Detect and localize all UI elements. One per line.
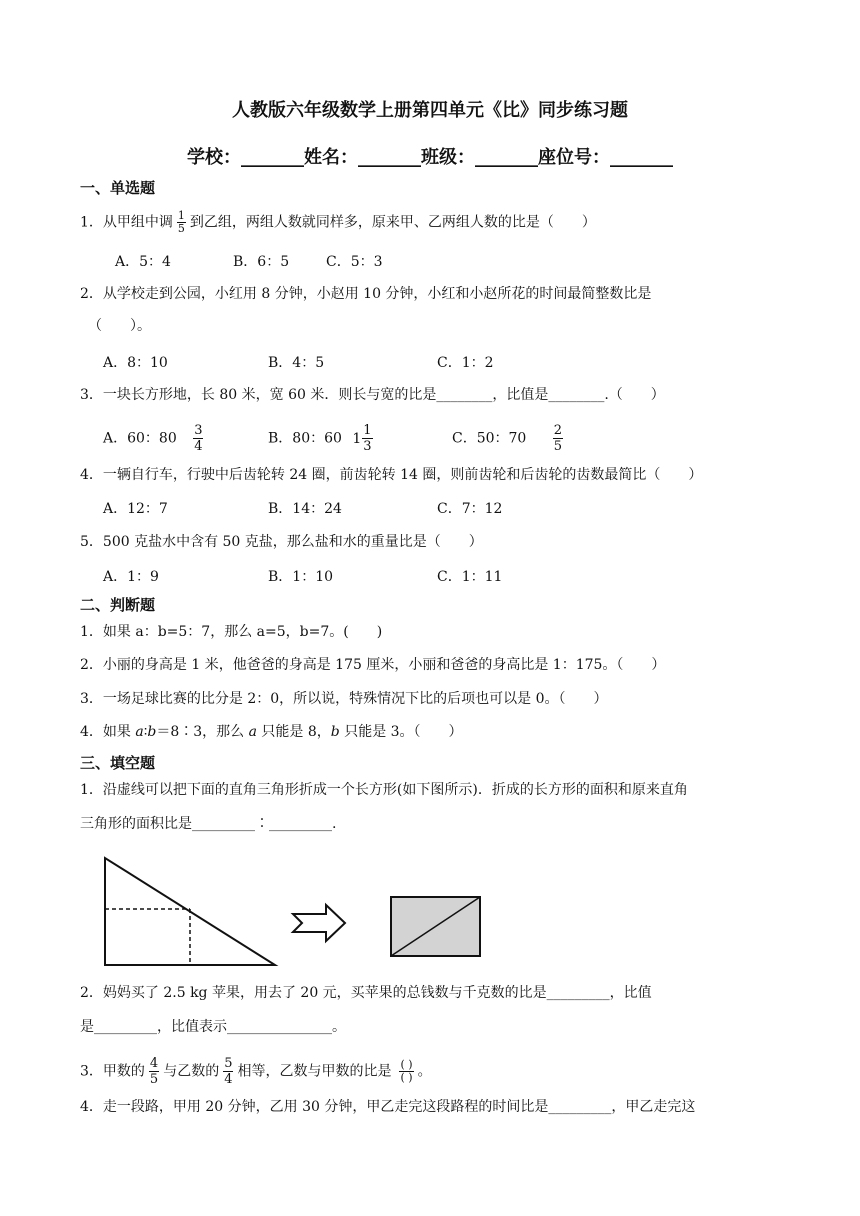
fraction [177, 210, 186, 235]
arrow-shape [293, 905, 345, 941]
question-text: 与乙数的 [163, 1063, 220, 1080]
option-a: A．1：9 [103, 569, 159, 585]
question-1-3: 3．一块长方形地，长 80 米，宽 60 米．则长与宽的比是________，比值是________.（ ） [80, 387, 665, 403]
fraction-denominator: 3 [363, 439, 372, 454]
fraction [223, 1056, 233, 1087]
fraction-numerator: 1 [363, 423, 372, 438]
fraction-denominator: 5 [149, 1072, 159, 1087]
question-text: ∶ [143, 724, 148, 740]
question-1-4: 4．一辆自行车，行驶中后齿轮转 24 圈，前齿轮转 14 圈，则前齿轮和后齿轮的齿数最简比（ ） [80, 467, 703, 483]
variable-a: a [248, 724, 257, 740]
option-b-ratio: B．80：60 [268, 430, 342, 447]
fraction-numerator: 5 [224, 1056, 233, 1071]
option-a-ratio: A．60：80 [103, 430, 177, 447]
variable-a: a [135, 724, 144, 740]
variable-b: b [330, 724, 340, 740]
question-2-3: 3．一场足球比赛的比分是 2：0，所以说，特殊情况下比的后项也可以是 0。（ ） [80, 691, 608, 707]
fraction-numerator: 4 [149, 1056, 159, 1071]
option-c: C．1：2 [437, 355, 494, 371]
variable-b: b [147, 724, 157, 740]
question-1-1 [80, 210, 596, 235]
question-3-2-line1: 2．妈妈买了 2.5 kg 苹果，用去了 20 元，买苹果的总钱数与千克数的比是_________，比值 [80, 985, 652, 1001]
fraction-denominator: ( ) [400, 1071, 413, 1084]
fraction-denominator: 5 [177, 222, 185, 235]
question-text: 4．如果 [80, 724, 136, 740]
question-2-1: 1．如果 a：b=5：7，那么 a=5，b=7。( ) [80, 624, 383, 640]
question-text: 3．甲数的 [80, 1063, 145, 1080]
question-text: 1．从甲组中调 [80, 214, 173, 231]
option-c: C．5：3 [326, 254, 383, 270]
option-c: C．1：11 [437, 569, 503, 585]
option-c [452, 423, 567, 454]
question-3-1-line1: 1．沿虚线可以把下面的直角三角形折成一个长方形(如下图所示)．折成的长方形的面积和原来直角 [80, 782, 688, 798]
question-2-2: 2．小丽的身高是 1 米，他爸爸的身高是 175 厘米，小丽和爸爸的身高比是 1：175。（ ） [80, 657, 666, 673]
fraction-numerator: 2 [553, 423, 563, 438]
question-3-3 [80, 1056, 432, 1087]
question-1-2-line2: （ ）。 [88, 318, 151, 334]
question-1-2-line1: 2．从学校走到公园，小红用 8 分钟，小赵用 10 分钟，小红和小赵所花的时间最简整数比是 [80, 286, 652, 302]
option-c-ratio: C．50：70 [452, 430, 527, 447]
mixed-whole: 1 [352, 430, 362, 447]
question-text: 。 [417, 1063, 432, 1080]
question-3-2-line2: 是_________，比值表示_______________。 [80, 1019, 346, 1035]
question-text: 只能是 8， [256, 724, 331, 740]
option-a: A．5：4 [115, 254, 171, 270]
page-title: 人教版六年级数学上册第四单元《比》同步练习题 [232, 100, 628, 121]
student-info-line: 学校：_______姓名：_______班级：_______座位号：_______ [187, 147, 673, 168]
question-1-5: 5．500 克盐水中含有 50 克盐，那么盐和水的重量比是（ ） [80, 534, 483, 550]
option-b: B．6：5 [233, 254, 290, 270]
option-a: A．8：10 [103, 355, 168, 371]
option-b [268, 423, 373, 454]
option-b: B．14：24 [268, 501, 342, 517]
option-a [103, 423, 207, 454]
section-heading-true-false: 二、判断题 [80, 596, 156, 614]
question-2-4 [80, 722, 463, 742]
question-text: 到乙组，两组人数就同样多，原来甲、乙两组人数的比是（ ） [189, 214, 596, 231]
question-text: 只能是 3。（ ） [339, 724, 463, 740]
section-heading-single-choice: 一、单选题 [80, 179, 156, 197]
option-b: B．4：5 [268, 355, 325, 371]
question-3-1-line2: 三角形的面积比是_________∶_________. [80, 816, 337, 832]
fraction-numerator: 3 [194, 423, 203, 438]
section-heading-fill-in: 三、填空题 [80, 754, 156, 772]
fraction [149, 1056, 159, 1087]
answer-blank-fraction [399, 1059, 413, 1084]
fraction-denominator: 5 [553, 439, 563, 454]
right-arrow-icon [290, 902, 350, 944]
question-text: ＝8∶3，那么 [156, 724, 249, 740]
fraction-numerator: ( ) [400, 1058, 413, 1071]
fraction-denominator: 4 [224, 1072, 233, 1087]
fraction [362, 423, 372, 454]
mixed-number [352, 423, 372, 454]
fraction-denominator: 4 [194, 439, 203, 454]
rectangle-figure [388, 894, 484, 960]
fraction-numerator: 1 [177, 209, 185, 222]
question-3-4-line1: 4．走一段路，甲用 20 分钟，乙用 30 分钟，甲乙走完这段路程的时间比是_________，甲乙走完这 [80, 1099, 696, 1115]
question-text: 相等，乙数与甲数的比是 [237, 1063, 392, 1080]
option-a: A．12：7 [103, 501, 168, 517]
option-c: C．7：12 [437, 501, 503, 517]
fraction [193, 423, 203, 454]
right-triangle-figure [98, 852, 288, 970]
fraction [553, 423, 563, 454]
option-b: B．1：10 [268, 569, 334, 585]
